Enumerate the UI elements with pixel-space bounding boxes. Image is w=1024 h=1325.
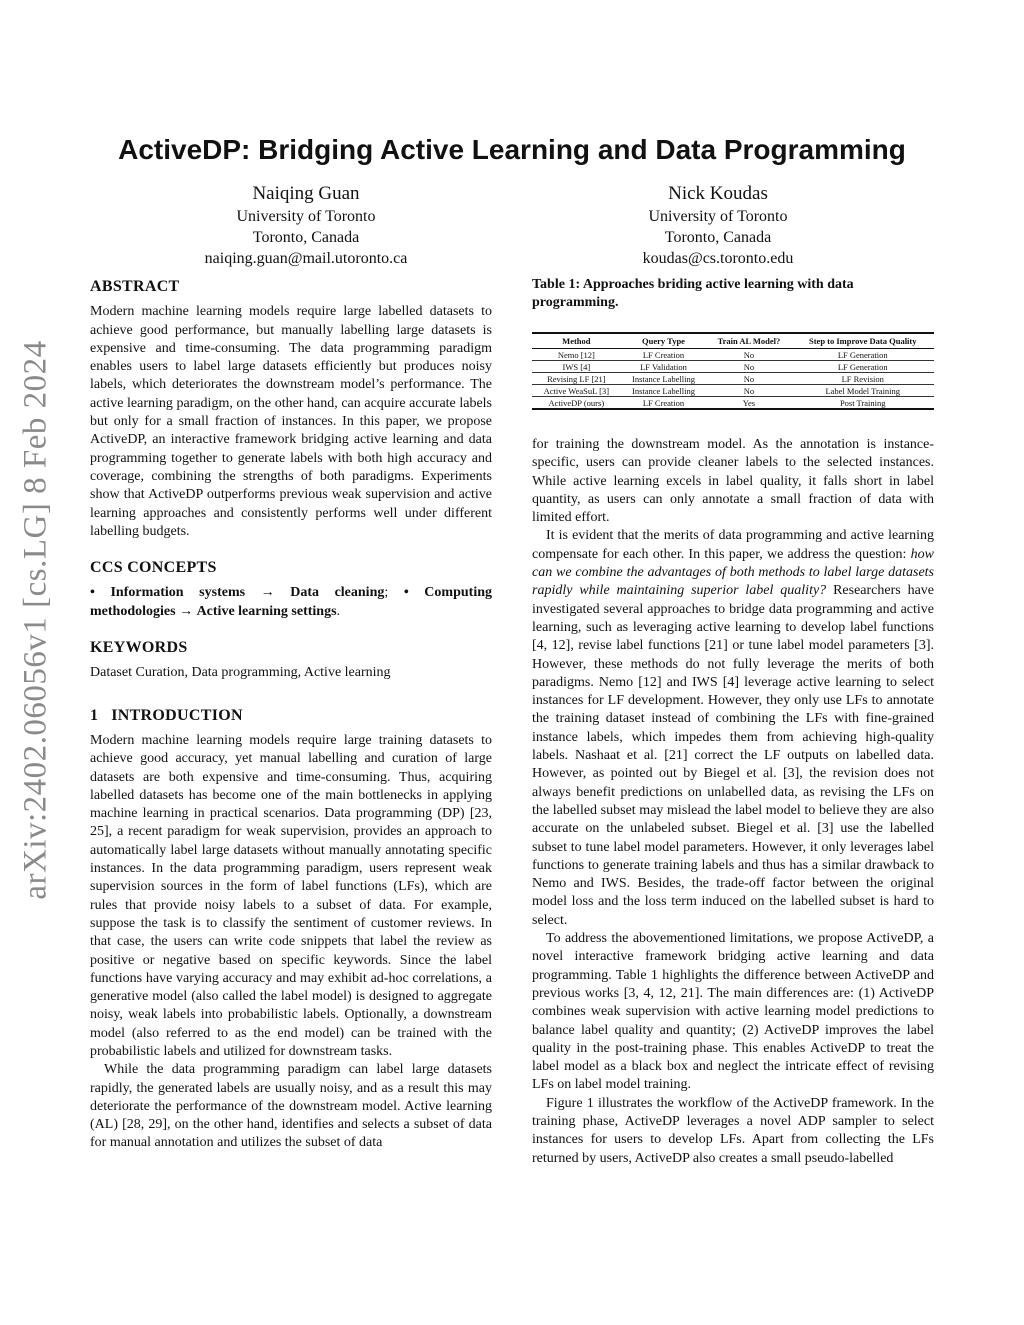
- author-block-2: [548, 182, 888, 269]
- paper-title: ActiveDP: Bridging Active Learning and Data Programming: [118, 134, 906, 165]
- arxiv-identifier: arXiv:2402.06056v1 [cs.LG] 8 Feb 2024: [17, 340, 54, 900]
- keywords-heading: KEYWORDS: [90, 639, 188, 657]
- right-paragraph-2: [532, 527, 934, 930]
- abstract-heading: ABSTRACT: [90, 278, 180, 295]
- ccs-bullet-2: • Computing methodologies: [90, 585, 492, 619]
- ccs-arrow-2: →: [175, 603, 197, 619]
- right-column: [532, 436, 934, 1168]
- table-cell: Active WeaSuL [3]: [532, 385, 621, 397]
- table-cell: No: [706, 385, 791, 397]
- table-cell: LF Validation: [621, 361, 707, 373]
- table-cell: LF Creation: [621, 349, 707, 361]
- ccs-heading: CCS CONCEPTS: [90, 559, 217, 577]
- right-paragraph-3: To address the abovementioned limitations, we propose ActiveDP, a novel interactive framework bridging active learning and data programming. Table 1 highlights the difference between ActiveDP and previous works [3, 4, 12, 21]. The main differences are: (1) ActiveDP combines weak supervision with active learning model predictions to balance label quality and quantity; (2) ActiveDP improves the label quality in the post-training phase. This enables ActiveDP to treat the label model as a black box and neglect the intricate effect of revising LFs on label model training.: [532, 931, 934, 1093]
- table-cell: Revising LF [21]: [532, 373, 621, 385]
- ccs-term-2: Active learning settings: [196, 603, 337, 619]
- table-cell: Instance Labelling: [621, 373, 707, 385]
- table-header-row: [532, 333, 934, 349]
- table-cell: No: [706, 361, 791, 373]
- table-1-block: [532, 276, 934, 410]
- table-cell: Nemo [12]: [532, 349, 621, 361]
- author-email: koudas@cs.toronto.edu: [642, 250, 794, 267]
- introduction-heading: 1 INTRODUCTION: [90, 706, 243, 724]
- table-row: [532, 361, 934, 373]
- right-paragraph-4: Figure 1 illustrates the workflow of the ActiveDP framework. In the training phase, ActiveDP leverages a novel ADP sampler to select instances for users to develop LFs. Apart from collecting the LFs returned by users, ActiveDP also creates a small pseudo-labelled: [532, 1095, 934, 1166]
- author-email: naiqing.guan@mail.utoronto.ca: [204, 250, 408, 267]
- ccs-term-1: Data cleaning: [290, 585, 385, 601]
- ccs-arrow-1: →: [245, 585, 291, 601]
- author-affiliation: University of Toronto: [648, 208, 788, 225]
- table-cell: LF Generation: [791, 361, 934, 373]
- table-caption: Table 1: Approaches briding active learning with data programming.: [532, 277, 854, 310]
- arxiv-side-stamp: [6, 280, 66, 960]
- author-name: Naiqing Guan: [252, 183, 360, 204]
- table-cell: No: [706, 349, 791, 361]
- table-cell: Yes: [706, 397, 791, 410]
- author-location: Toronto, Canada: [252, 229, 360, 246]
- table-cell: Instance Labelling: [621, 385, 707, 397]
- table-cell: LF Revision: [791, 373, 934, 385]
- author-block-1: [136, 182, 476, 269]
- left-column: [90, 278, 492, 1153]
- table-cell: Post Training: [791, 397, 934, 410]
- table-cell: LF Generation: [791, 349, 934, 361]
- author-name: Nick Koudas: [668, 183, 768, 204]
- keywords-text: Dataset Curation, Data programming, Active learning: [90, 665, 391, 681]
- intro-paragraph-1: Modern machine learning models require large training datasets to achieve good accuracy, yet manual labelling and curation of large datasets are both expensive and time-consuming. Thus, acquiring labelled datasets has become one of the main bottlenecks in applying machine learning in practical scenarios. Data programming (DP) [23, 25], a recent paradigm for weak supervision, provides an approach to automatically label large datasets without manually annotating specific instances. In the data programming paradigm, users represent weak supervision sources in the form of label functions (LFs), which are rules that provide noisy labels to a subset of data. For example, suppose the task is to classify the sentiment of customer reviews. In that case, the users can write code snippets that label the review as positive or negative based on specific keywords. Since the label functions have varying accuracy and may exhibit ad-hoc correlations, a generative model (also called the label model) is designed to aggregate noisy, weak labels into probabilistic labels. Optionally, a downstream model (also referred to as the end model) can be trained with the probabilistic labels and utilized for downstream tasks.: [90, 732, 492, 1059]
- right-paragraph-1: for training the downstream model. As the annotation is instance-specific, users can provide cleaner labels to the selected instances. While active learning excels in label quality, it falls short in label quantity, as users can only annotate a small fraction of data with limited effort.: [532, 437, 934, 526]
- table-cell: LF Creation: [621, 397, 707, 410]
- right-paragraph-2-body: Researchers have investigated several approaches to bridge data programming and active learning, such as leveraging active learning to develop label functions [4, 12], revise label functions [21] or tune label model parameters [3]. However, these methods do not fully leverage the merits of both paradigms. Nemo [12] and IWS [4] leverage active learning to select instances for LF development. However, they only use LFs to annotate the training dataset instead of combining the LFs with fine-grained instance labels, which impedes them from achieving high-quality labels. Nashaat et al. [21] correct the LF outputs on labelled data. However, as pointed out by Biegel et al. [3], the revision does not always benefit predictions on unlabelled data, as revising the LFs on the labelled subset may mislead the label model to believe they are also accurate on the unlabeled subset. Biegel et al. [3] use the labelled subset to tune label model parameters. However, it only leverages label functions to generate training labels and thus has a similar drawback to Nemo and IWS. Besides, the trade-off factor between the original model loss and the loss term induced on the labelled subset is hard to select.: [532, 583, 935, 928]
- ccs-bullet-1: • Information systems: [90, 585, 246, 601]
- table-row: [532, 385, 934, 397]
- table-header-cell: Method: [532, 333, 621, 349]
- table-cell: IWS [4]: [532, 361, 621, 373]
- table-cell: No: [706, 373, 791, 385]
- table-cell: ActiveDP (ours): [532, 397, 621, 410]
- ccs-end: .: [336, 603, 341, 619]
- table-row: [532, 397, 934, 410]
- intro-paragraph-2: While the data programming paradigm can label large datasets rapidly, the generated labels are usually noisy, and as a result this may deteriorate the performance of the downstream model. Active learning (AL) [28, 29], on the other hand, identifies and selects a subset of data for manual annotation and utilizes the subset of data: [90, 1062, 492, 1151]
- ccs-separator: ;: [384, 585, 404, 601]
- comparison-table: [532, 332, 934, 410]
- table-cell: Label Model Training: [791, 385, 934, 397]
- research-question: how can we combine the advantages of both methods to label large datasets rapidly while maintaining superior label quality?: [532, 546, 934, 599]
- table-header-cell: Train AL Model?: [706, 333, 791, 349]
- author-location: Toronto, Canada: [664, 229, 772, 246]
- abstract-text: Modern machine learning models require large labelled datasets to achieve good performance, but manually labelling large datasets is expensive and time-consuming. The data programming paradigm enables users to label large datasets efficiently but produces noisy labels, which deteriorates the downstream model’s performance. The active learning paradigm, on the other hand, can acquire accurate labels but only for a small fraction of instances. In this paper, we propose ActiveDP, an interactive framework bridging active learning and data programming together to generate labels with both high accuracy and coverage, combining the strengths of both paradigms. Experiments show that ActiveDP outperforms previous weak supervision and active learning approaches and consistently performs well under different labelling budgets.: [90, 304, 492, 539]
- table-row: [532, 349, 934, 361]
- table-header-cell: Step to Improve Data Quality: [791, 333, 934, 349]
- table-row: [532, 373, 934, 385]
- table-header-cell: Query Type: [621, 333, 707, 349]
- right-paragraph-2-lead: It is evident that the merits of data programming and active learning compensate for each other. In this paper, we address the question:: [532, 528, 934, 562]
- ccs-concepts: [90, 584, 492, 621]
- author-affiliation: University of Toronto: [236, 208, 376, 225]
